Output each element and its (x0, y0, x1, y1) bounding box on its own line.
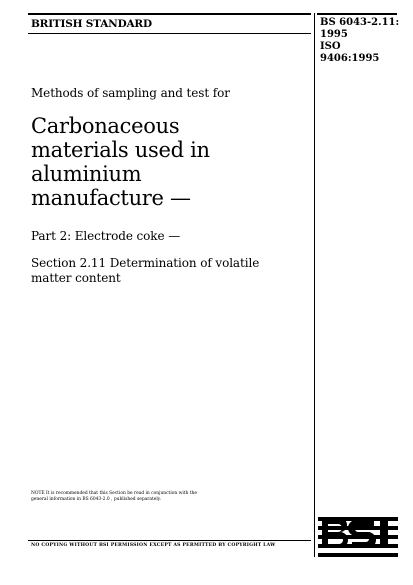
title-line: materials used in (31, 138, 210, 162)
section-line: matter content (31, 271, 121, 285)
note-line: general information in BS 6043-2.0 , published separately. (31, 497, 162, 502)
section-heading (31, 256, 301, 286)
standard-ref-line: BS 6043-2.11: (320, 17, 400, 28)
title-line: manufacture — (31, 186, 191, 210)
standard-ref-line: ISO 9406:1995 (320, 41, 380, 64)
publisher-label: BRITISH STANDARD (31, 18, 152, 30)
title-kicker: Methods of sampling and test for (31, 86, 230, 100)
footer-divider (28, 540, 311, 541)
note-line: NOTE It is recommended that this Section be read in conjunction with the (31, 491, 197, 496)
part-heading: Part 2: Electrode coke — (31, 229, 181, 243)
bsi-logo (318, 514, 398, 560)
title-line: aluminium (31, 162, 142, 186)
header-divider (28, 33, 311, 34)
copyright-notice: NO COPYING WITHOUT BSI PERMISSION EXCEPT AS PERMITTED BY COPYRIGHT LAW (31, 543, 276, 548)
header-side-rule (317, 13, 397, 15)
section-line: Section 2.11 Determination of volatile (31, 256, 260, 270)
title-line: Carbonaceous (31, 114, 180, 138)
note-text (31, 491, 311, 503)
column-divider (314, 13, 315, 557)
standard-ref-line: 1995 (320, 29, 348, 40)
header-top-rule (28, 13, 311, 15)
standard-reference (320, 17, 400, 65)
document-title (31, 114, 301, 210)
